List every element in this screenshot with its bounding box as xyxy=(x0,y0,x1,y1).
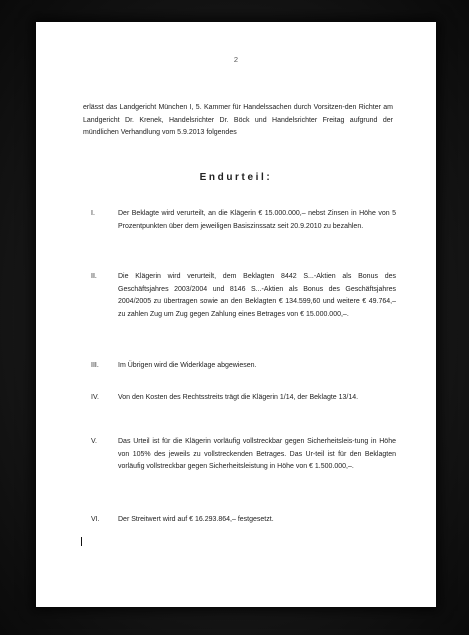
item-number: II. xyxy=(91,273,97,280)
text-cursor xyxy=(81,537,82,546)
item-number: VI. xyxy=(91,516,100,523)
item-text: Die Klägerin wird verurteilt, dem Beklagten 8442 S...-Aktien als Bonus des Geschäftsjahres 2003/2004 und 8146 S...-Aktien als Bonus des Geschäftsjahres 2004/2005 zu übertragen sowie an den Beklagten € 134.599,60 und weitere € 49.764,– zu zahlen Zug um Zug gegen Zahlung eines Betrages von € 15.000.000,–. xyxy=(118,273,396,318)
intro-paragraph: erlässt das Landgericht München I, 5. Kammer für Handelssachen durch Vorsitzen-den Richter am Landgericht Dr. Krenek, Handelsrichter Dr. Böck und Handelsrichter Freitag aufgrund der mündlichen Verhandlung vom 5.9.2013 folgendes xyxy=(83,104,393,136)
document-page xyxy=(36,22,436,607)
item-text: Das Urteil ist für die Klägerin vorläufig vollstreckbar gegen Sicherheitsleis-tung in Höhe von 105% des jeweils zu vollstreckenden Betrages. Das Ur-teil ist für den Beklagten vorläufig vollstreckbar gegen Sicherheitsleistung in Höhe von € 1.500.000,–. xyxy=(118,438,396,470)
item-text: Der Beklagte wird verurteilt, an die Klägerin € 15.000.000,– nebst Zinsen in Höhe von 5 Prozentpunkten über dem jeweiligen Basiszinssatz seit 20.9.2010 zu bezahlen. xyxy=(118,210,396,230)
verdict-item-4 xyxy=(91,392,396,405)
item-number: III. xyxy=(91,362,99,369)
item-text: Im Übrigen wird die Widerklage abgewiesen. xyxy=(118,362,257,369)
item-number: IV. xyxy=(91,394,99,401)
verdict-heading: Endurteil: xyxy=(199,172,273,183)
verdict-item-1 xyxy=(91,208,396,233)
item-text: Der Streitwert wird auf € 16.293.864,– festgesetzt. xyxy=(118,516,274,523)
verdict-item-5 xyxy=(91,436,396,474)
verdict-item-3 xyxy=(91,360,396,373)
page-number: 2 xyxy=(233,55,239,64)
item-text: Von den Kosten des Rechtsstreits trägt die Klägerin 1/14, der Beklagte 13/14. xyxy=(118,394,359,401)
item-number: I. xyxy=(91,210,95,217)
item-number: V. xyxy=(91,438,97,445)
verdict-item-2 xyxy=(91,271,396,321)
verdict-item-6 xyxy=(91,514,396,527)
